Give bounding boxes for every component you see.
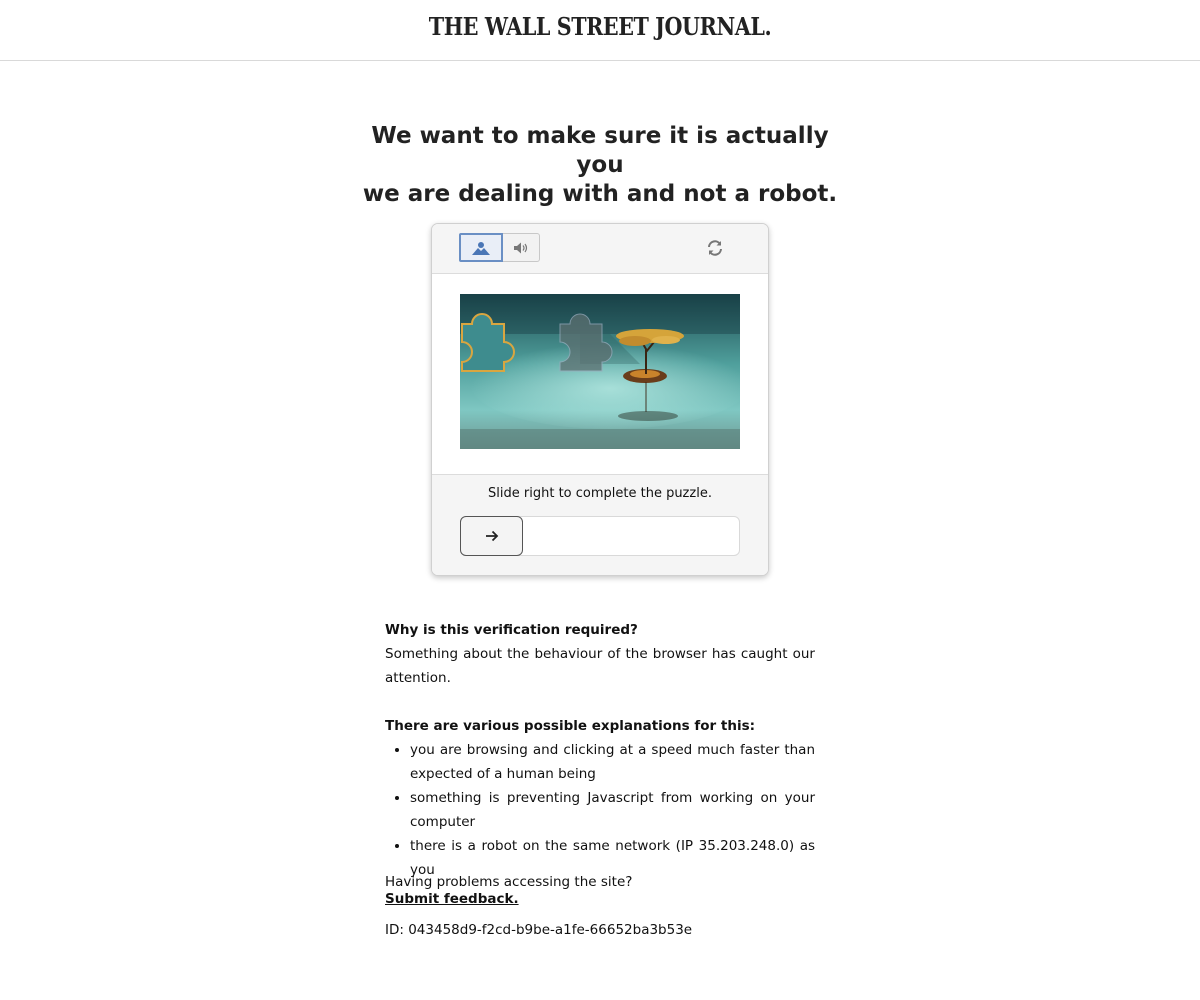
- audio-mode-button[interactable]: [503, 233, 540, 262]
- problems-section: [385, 874, 632, 908]
- image-icon: [471, 240, 491, 256]
- request-id: ID: 043458d9-f2cd-b9be-a1fe-66652ba3b53e: [385, 922, 693, 938]
- speaker-icon: [513, 241, 529, 255]
- submit-feedback-link[interactable]: Submit feedback.: [385, 891, 519, 907]
- arrow-right-icon: [485, 530, 499, 542]
- image-mode-button[interactable]: [459, 233, 503, 262]
- captcha-header: [432, 224, 768, 274]
- page-title-line-1: We want to make sure it is actually you: [371, 123, 829, 178]
- why-heading: Why is this verification required?: [385, 622, 638, 638]
- puzzle-image: [460, 294, 740, 449]
- list-item: • there is a robot on the same network (IP 35.203.248.0) as you: [410, 834, 815, 882]
- slider-handle[interactable]: [460, 516, 523, 556]
- why-text: Something about the behaviour of the browser has caught our attention.: [385, 646, 815, 686]
- explanations-heading: There are various possible explanations for this:: [385, 718, 756, 734]
- captcha-footer: [432, 474, 768, 576]
- verification-info: [385, 618, 815, 882]
- explanations-list: [410, 738, 815, 882]
- refresh-button[interactable]: [704, 237, 726, 259]
- problems-text: Having problems accessing the site?: [385, 874, 633, 890]
- captcha-instruction: Slide right to complete the puzzle.: [488, 486, 712, 501]
- top-bar: [0, 0, 1200, 61]
- list-item: • you are browsing and clicking at a speed much faster than expected of a human being: [410, 738, 815, 786]
- page-title: [350, 122, 850, 209]
- captcha-widget: [431, 223, 769, 576]
- refresh-icon: [706, 239, 724, 257]
- wsj-logo: THE WALL STREET JOURNAL.: [428, 12, 772, 41]
- page-title-line-2: we are dealing with and not a robot.: [362, 181, 838, 207]
- list-item: • something is preventing Javascript from working on your computer: [410, 786, 815, 834]
